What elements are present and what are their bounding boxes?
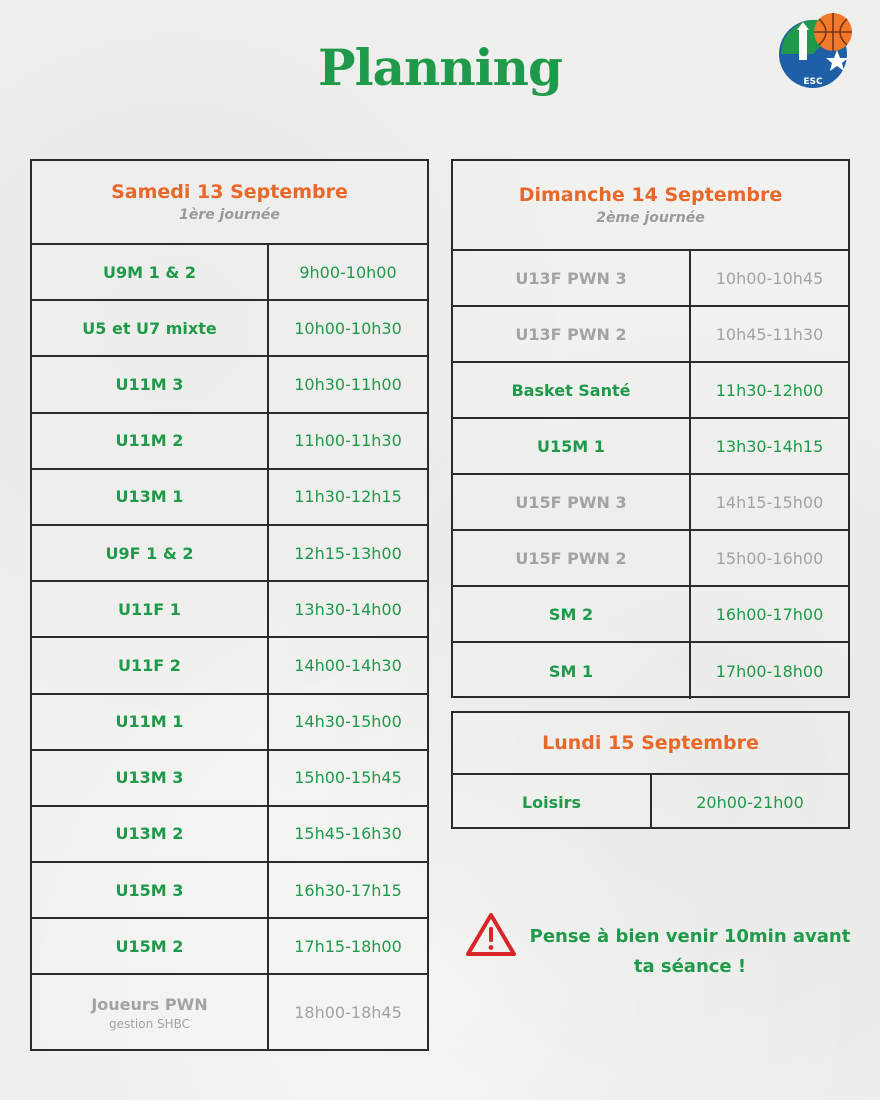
team-name: Joueurs PWN [91,994,208,1014]
team-name: U11M 2 [115,431,184,451]
team-name: U13M 1 [115,487,184,507]
team-cell [32,695,269,749]
team-cell [453,775,652,829]
time-cell: 14h00-14h30 [294,655,402,675]
time-cell: 11h00-11h30 [294,431,402,451]
table-row [32,807,427,863]
svg-text:ESC: ESC [803,77,823,87]
team-name: U11M 1 [115,712,184,732]
time-cell: 13h30-14h15 [715,436,824,456]
team-cell [453,643,691,699]
team-cell [453,475,691,529]
time-cell: 15h00-15h45 [294,768,402,788]
monday-schedule [451,711,850,829]
team-cell [32,638,269,692]
table-row [453,419,848,475]
team-name: U15M 3 [115,880,184,900]
table-row [453,531,848,587]
time-cell: 10h00-10h30 [294,318,402,338]
team-cell [32,526,269,580]
time-cell: 18h00-18h45 [294,1003,402,1023]
team-cell [32,357,269,411]
sunday-title: Dimanche 14 Septembre [518,184,783,206]
time-cell: 16h00-17h00 [715,604,824,624]
time-cell: 14h15-15h00 [715,492,824,512]
table-row [32,470,427,526]
team-name: U13M 2 [115,824,184,844]
saturday-subtitle: 1ère journée [179,207,280,223]
page-title: Planning [317,38,562,97]
reminder-text [525,922,855,982]
team-name: U15F PWN 2 [515,548,627,568]
time-cell: 11h30-12h15 [294,487,402,507]
reminder-line-2: ta séance ! [633,956,747,977]
saturday-title: Samedi 13 Septembre [111,181,348,203]
team-cell [32,301,269,355]
sunday-subtitle: 2ème journée [596,210,705,226]
time-cell: 10h45-11h30 [715,324,824,344]
table-row [32,357,427,413]
time-cell: 17h00-18h00 [715,661,824,681]
table-row [32,582,427,638]
reminder-notice [465,912,855,992]
time-cell: 17h15-18h00 [294,936,402,956]
team-cell [32,582,269,636]
table-row [453,251,848,307]
table-row [32,919,427,975]
table-row [453,307,848,363]
team-cell [453,587,691,641]
table-row [453,475,848,531]
table-row [32,695,427,751]
time-cell: 10h30-11h00 [294,374,402,394]
table-row [32,526,427,582]
time-cell: 16h30-17h15 [294,880,402,900]
table-row [32,638,427,694]
team-name: U13F PWN 3 [515,268,627,288]
team-cell [32,863,269,917]
table-row [453,775,848,829]
table-row [32,245,427,301]
team-cell [32,751,269,805]
team-name: U15F PWN 3 [515,492,627,512]
team-name: U9M 1 & 2 [103,262,196,282]
team-cell [32,975,269,1050]
team-cell [32,807,269,861]
time-cell: 20h00-21h00 [696,792,804,812]
team-name: U11F 1 [118,599,181,619]
team-name: U13M 3 [115,768,184,788]
team-name: U15M 2 [115,936,184,956]
team-cell [453,363,691,417]
table-row [32,414,427,470]
time-cell: 15h45-16h30 [294,824,402,844]
table-row [32,863,427,919]
sunday-schedule [451,159,850,698]
team-note: gestion SHBC [108,1016,191,1031]
team-name: U5 et U7 mixte [82,318,217,338]
time-cell: 12h15-13h00 [294,543,402,563]
sunday-header [453,161,848,251]
time-cell: 9h00-10h00 [299,262,397,282]
warning-icon [465,912,517,958]
table-row [32,975,427,1050]
reminder-line-1: Pense à bien venir 10min avant [529,926,851,947]
team-name: U15M 1 [537,436,605,456]
team-name: SM 1 [548,661,594,681]
saturday-header [32,161,427,245]
team-cell [32,414,269,468]
team-name: U9F 1 & 2 [105,543,194,563]
club-logo [777,10,857,90]
team-name: U11M 3 [115,374,184,394]
table-row [453,587,848,643]
team-cell [32,470,269,524]
team-cell [32,245,269,299]
saturday-schedule [30,159,429,1051]
time-cell: 15h00-16h00 [715,548,824,568]
time-cell: 10h00-10h45 [715,268,824,288]
team-cell [453,419,691,473]
monday-header [453,713,848,775]
team-cell [453,251,691,305]
table-row [453,363,848,419]
team-cell [453,531,691,585]
table-row [32,301,427,357]
time-cell: 11h30-12h00 [715,380,824,400]
team-name: Basket Santé [511,380,631,400]
team-name: U11F 2 [118,655,181,675]
table-row [32,751,427,807]
time-cell: 13h30-14h00 [294,599,402,619]
time-cell: 14h30-15h00 [294,712,402,732]
team-name: SM 2 [548,604,594,624]
monday-title: Lundi 15 Septembre [542,732,759,754]
team-cell [32,919,269,973]
team-cell [453,307,691,361]
table-row [453,643,848,699]
team-name: Loisirs [521,792,582,812]
team-name: U13F PWN 2 [515,324,627,344]
